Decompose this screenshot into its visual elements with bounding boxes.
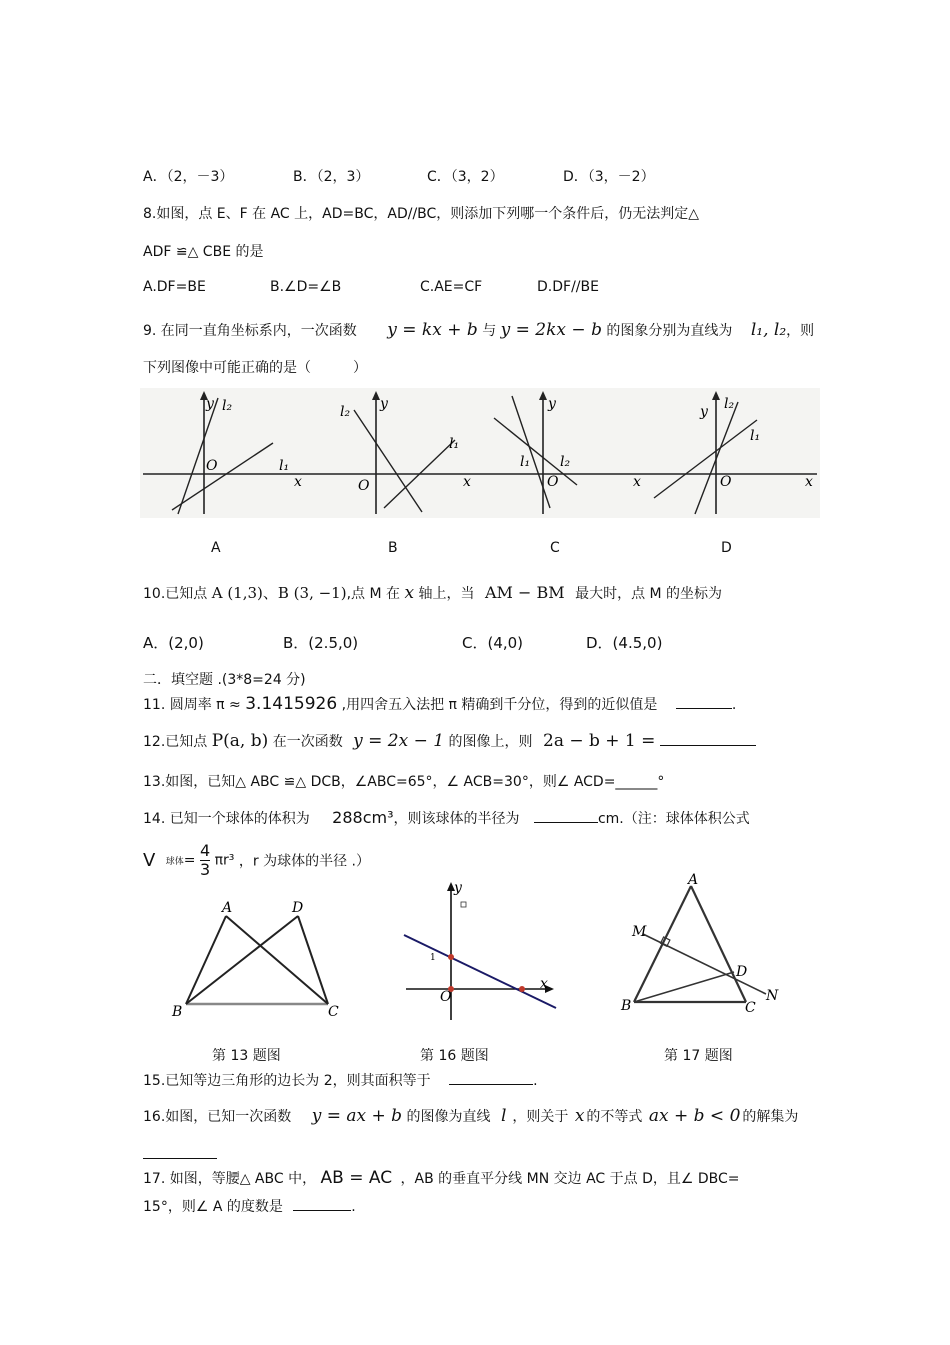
q15-text: 15.已知等边三角形的边长为 2，则其面积等于 <box>143 1073 431 1089</box>
q9-formula-2: y = 2kx − b <box>500 320 602 340</box>
graph-b-label-o: O <box>358 478 370 494</box>
q9-lines: l₁, l₂ <box>750 320 787 340</box>
q16-formula: y = ax + b <box>311 1106 403 1126</box>
q12-point: P(a, b) <box>211 731 269 751</box>
fig16-label-x: x <box>540 976 548 992</box>
q16-line-l: l <box>500 1106 507 1126</box>
q15-answer-blank[interactable] <box>449 1084 533 1085</box>
q10-stem <box>143 582 722 603</box>
fig16-label-one: 1 <box>430 953 436 963</box>
graph-c-label-x: x <box>633 474 641 490</box>
q10-points: A (1,3)、B (3, −1) <box>211 584 347 602</box>
fig17-line-mn <box>643 934 766 994</box>
q14-answer-blank[interactable] <box>534 822 598 823</box>
q7-option-b: B．（2，3） <box>293 169 370 185</box>
q7-option-c: C．（3，2） <box>427 169 504 185</box>
q16-pre: 16.如图，已知一次函数 <box>143 1109 292 1125</box>
graph-d-label-l2: l₂ <box>724 396 735 412</box>
q14-end: cm.（注：球体体积公式 <box>597 811 750 827</box>
q10-mid2: 轴上，当 <box>418 586 475 602</box>
graph-c-label-l2: l₂ <box>560 454 571 470</box>
q9-pre: 9. 在同一直角坐标系内，一次函数 <box>143 323 357 339</box>
fig13-label-b: B <box>172 1004 183 1020</box>
fig13-label-a: A <box>222 900 233 916</box>
q8-stem-line1: 8.如图，点 E、F 在 AC 上，AD=BC，AD//BC，则添加下列哪一个条件后，仍无法判定△ <box>143 206 700 222</box>
q16-mid2: ，则关于 <box>512 1109 569 1125</box>
q16-post: 的解集为 <box>742 1109 799 1125</box>
q9-end: ，则 <box>786 323 815 339</box>
q14-volume: 288cm³ <box>332 808 394 827</box>
q17-stem-line2 <box>143 1196 356 1216</box>
q17-stem-line1 <box>143 1168 740 1188</box>
q16-mid3: 的不等式 <box>586 1109 643 1125</box>
graph-a-label-x: x <box>294 474 302 490</box>
q10-option-d: D．(4.5,0) <box>586 634 663 652</box>
q16-stem <box>143 1106 798 1126</box>
q12-pre: 12.已知点 <box>143 734 208 750</box>
fig16-x-intercept-point <box>519 986 525 992</box>
q9-mid: 与 <box>482 323 497 339</box>
q11-pre: 11. 圆周率 π ≈ <box>143 697 241 713</box>
graph-a-label-o: O <box>206 458 218 474</box>
q9-stem-line1 <box>143 320 814 340</box>
fig17-label-d: D <box>736 964 748 980</box>
fig16-label-o: O <box>440 989 452 1005</box>
q14-formula <box>143 842 370 879</box>
fig13-caption: 第 13 题图 <box>212 1048 281 1064</box>
q12-expression: 2a − b + 1 = <box>543 731 656 751</box>
q11-pi-value: 3.1415926 <box>245 694 338 714</box>
q14-formula-tail: ，r 为球体的半径 .） <box>238 853 370 870</box>
fig13-side-ab <box>186 916 226 1004</box>
q12-mid: 在一次函数 <box>272 734 343 750</box>
q10-pre: 10.已知点 <box>143 586 208 602</box>
q9-option-a: A <box>211 540 221 556</box>
fig16-small-box <box>461 902 466 907</box>
q8-option-c: C.AE=CF <box>420 279 483 295</box>
q10-option-c: C．(4,0) <box>462 634 524 652</box>
q8-stem-line2: ADF ≌△ CBE 的是 <box>143 244 264 260</box>
fig17-label-c: C <box>745 1000 756 1016</box>
graph-c-label-l1: l₁ <box>520 454 531 470</box>
fig16-line-l <box>404 935 556 1008</box>
fig17-label-a: A <box>688 872 699 888</box>
q17-answer-blank[interactable] <box>293 1210 351 1211</box>
q11-stem <box>143 694 736 714</box>
fig16-y-intercept-point <box>448 954 454 960</box>
q9-stem-line2: 下列图像中可能正确的是（ ） <box>143 360 367 376</box>
graph-d-label-y: y <box>700 404 708 420</box>
q7-option-d: D．（3，－2） <box>563 169 655 185</box>
q14-pre: 14. 已知一个球体的体积为 <box>143 811 310 827</box>
q16-answer-blank[interactable] <box>143 1144 217 1159</box>
q9-post: 的图象分别为直线为 <box>606 323 733 339</box>
q9-formula-1: y = kx + b <box>387 320 478 340</box>
figure-17 <box>615 868 790 1018</box>
fig17-side-ac <box>691 886 746 1002</box>
q16-mid: 的图像为直线 <box>406 1109 491 1125</box>
graph-d-label-o: O <box>720 474 732 490</box>
q15-stem <box>143 1070 538 1090</box>
section-2-heading: 二．填空题 .(3*8=24 分) <box>143 672 306 688</box>
q13-stem: 13.如图，已知△ ABC ≌△ DCB，∠ABC=65°，∠ ACB=30°，则∠ ACD=______° <box>143 774 665 790</box>
q17-equation: AB = AC <box>320 1168 393 1188</box>
q9-graphs <box>140 388 820 518</box>
q16-answer-line <box>143 1144 217 1163</box>
q11-answer-blank[interactable] <box>676 708 732 709</box>
graph-d-label-x: x <box>805 474 813 490</box>
graph-c-label-o: O <box>547 474 559 490</box>
q7-option-a: A．（2，－3） <box>143 169 234 185</box>
q11-post: ,用四舍五入法把 π 精确到千分位，得到的近似值是 <box>341 697 658 713</box>
fig17-caption: 第 17 题图 <box>664 1048 733 1064</box>
q16-inequality: ax + b < 0 <box>648 1106 741 1126</box>
graph-d-label-l1: l₁ <box>750 428 761 444</box>
q12-formula: y = 2x − 1 <box>353 731 445 751</box>
q14-formula-pir3: πr³ <box>214 852 235 869</box>
q10-mid: ,点 M 在 <box>346 586 401 602</box>
q15-end: . <box>533 1073 538 1089</box>
q10-post: 最大时，点 M 的坐标为 <box>575 586 723 602</box>
graph-a-label-l2: l₂ <box>222 398 233 414</box>
q9-option-b: B <box>388 540 398 556</box>
q16-x: x <box>574 1106 585 1126</box>
q14-post: ，则该球体的半径为 <box>393 811 520 827</box>
figure-13 <box>170 900 345 1025</box>
graph-b-label-l2: l₂ <box>340 404 351 420</box>
q14-stem <box>143 808 750 828</box>
q14-formula-eq: = <box>183 852 196 869</box>
q17-pre: 17. 如图，等腰△ ABC 中， <box>143 1171 317 1187</box>
q8-option-a: A.DF=BE <box>143 279 206 295</box>
q8-option-d: D.DF//BE <box>537 279 599 295</box>
q11-end: . <box>731 697 737 713</box>
q9-option-c: C <box>550 540 560 556</box>
q14-fraction <box>200 842 210 879</box>
q12-stem <box>143 731 756 751</box>
q14-fraction-denominator: 3 <box>199 860 211 879</box>
q12-post: 的图像上，则 <box>448 734 533 750</box>
figure-16 <box>400 880 565 1025</box>
q14-fraction-numerator: 4 <box>199 841 211 860</box>
q8-option-b: B.∠D=∠B <box>270 279 342 295</box>
q14-formula-subscript: 球体 <box>165 857 184 867</box>
fig16-label-y: y <box>454 880 462 896</box>
graph-a-label-y: y <box>206 396 214 412</box>
q12-answer-blank[interactable] <box>660 745 756 746</box>
q17-post: ，AB 的垂直平分线 MN 交边 AC 于点 D，且∠ DBC= <box>400 1171 740 1187</box>
q9-option-d: D <box>721 540 732 556</box>
fig17-label-b: B <box>621 998 632 1014</box>
fig17-segment-bd <box>634 972 734 1002</box>
q10-option-a: A．(2,0) <box>143 634 204 652</box>
q14-formula-v: V <box>143 850 156 871</box>
graph-b-label-y: y <box>380 396 388 412</box>
fig16-caption: 第 16 题图 <box>420 1048 489 1064</box>
fig13-label-d: D <box>292 900 304 916</box>
fig17-label-m: M <box>632 924 647 940</box>
fig17-label-n: N <box>766 988 779 1004</box>
q10-expr: AM − BM <box>484 583 565 602</box>
graph-c-label-y: y <box>548 396 556 412</box>
q17-end: . <box>351 1199 356 1215</box>
graph-b-label-l1: l₁ <box>449 436 460 452</box>
q17-line2: 15°，则∠ A 的度数是 <box>143 1199 283 1215</box>
q10-option-b: B．(2.5,0) <box>283 634 359 652</box>
graph-b-label-x: x <box>463 474 471 490</box>
fig13-label-c: C <box>328 1004 339 1020</box>
graph-a-label-l1: l₁ <box>279 458 290 474</box>
q10-x: x <box>404 583 415 603</box>
